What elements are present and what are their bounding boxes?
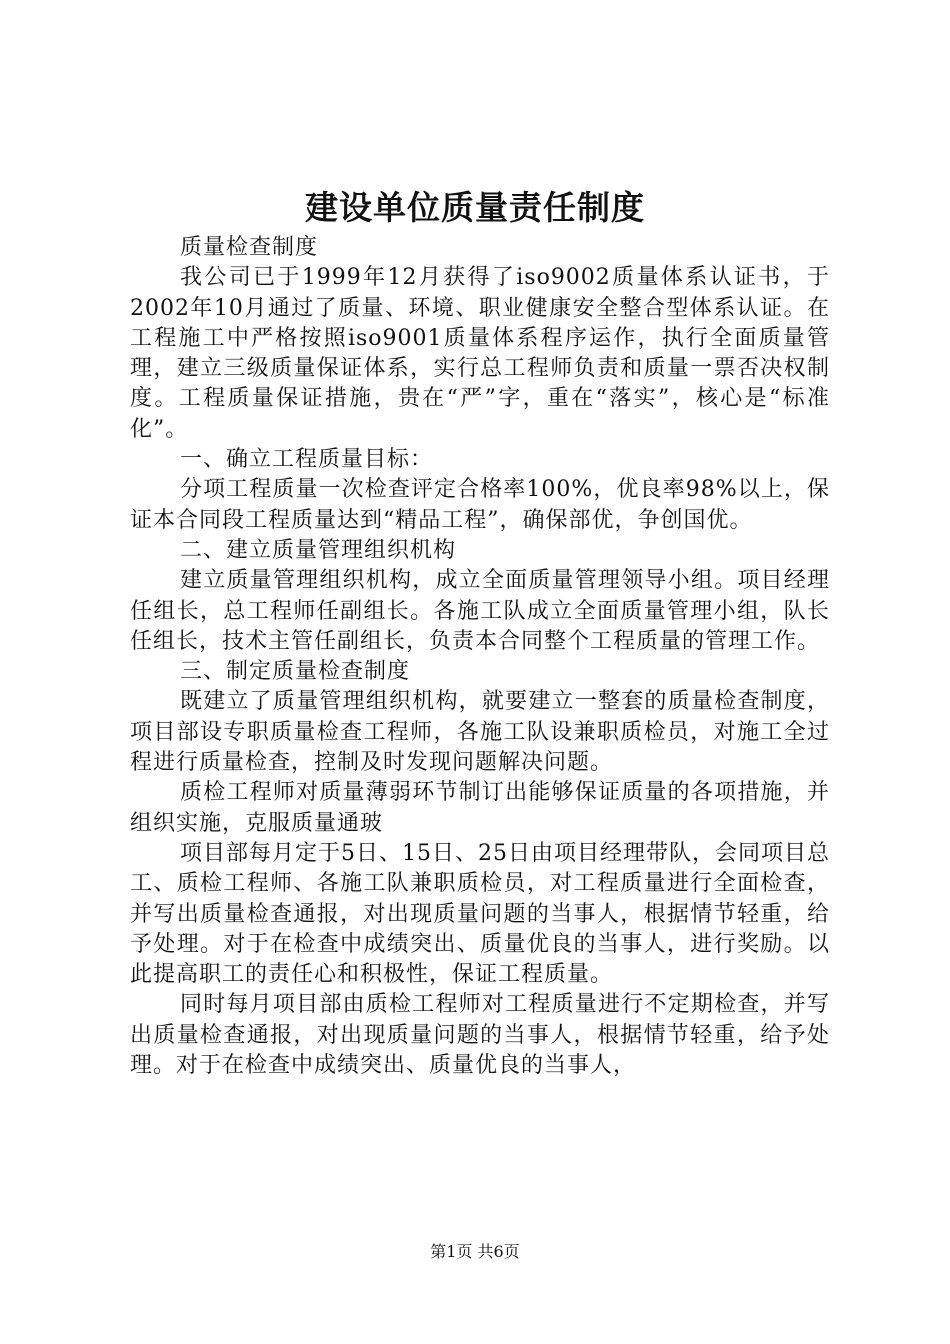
document-title: 建设单位质量责任制度 <box>305 188 645 227</box>
paragraph-heading-2: 二、建立质量管理组织机构 <box>180 537 457 563</box>
page-footer: 第1页 共6页 <box>430 1242 520 1261</box>
paragraph-organization: 建立质量管理组织机构，成立全面质量管理领导小组。项目经理任组长，总工程师任副组长。各施工队成立全面质量管理小组，队长任组长，技术主管任副组长，负责本合同整个工程质量的管理工作。 <box>130 568 830 654</box>
paragraph-irregular-inspection: 同时每月项目部由质检工程师对工程质量进行不定期检查，并写出质量检查通报，对出现质量问题的当事人，根据情节轻重，给予处理。对于在检查中成绩突出、质量优良的当事人， <box>130 992 830 1079</box>
paragraph-heading-3: 三、制定质量检查制度 <box>180 659 411 685</box>
paragraph-inspection-system: 既建立了质量管理组织机构，就要建立一整套的质量检查制度，项目部设专职质量检查工程师，各施工队设兼职质检员，对施工全过程进行质量检查，控制及时发现问题解决问题。 <box>130 689 830 776</box>
document-body <box>130 233 830 1081</box>
paragraph-quality-target: 分项工程质量一次检查评定合格率100%，优良率98%以上，保证本合同段工程质量达到“精品工程”，确保部优，争创国优。 <box>130 477 830 533</box>
paragraph-section-heading: 质量检查制度 <box>180 235 319 260</box>
paragraph-heading-1: 一、确立工程质量目标： <box>180 447 434 473</box>
paragraph-weak-links: 质检工程师对质量薄弱环节制订出能够保证质量的各项措施，并组织实施，克服质量通玻 <box>130 780 830 836</box>
paragraph-intro: 我公司已于1999年12月获得了iso9002质量体系认证书，于2002年10月通过了质量、环境、职业健康安全整合型体系认证。在工程施工中严格按照iso9001质量体系程序运作，执行全面质量管理，建立三级质量保证体系，实行总工程师负责和质量一票否决权制度。工程质量保证措施，贵在“严”字，重在“落实”，核心是“标准化”。 <box>130 265 831 442</box>
paragraph-monthly-inspection: 项目部每月定于5日、15日、25日由项目经理带队，会同项目总工、质检工程师、各施工队兼职质检员，对工程质量进行全面检查，并写出质量检查通报，对出现质量问题的当事人，根据情节轻重，给予处理。对于在检查中成绩突出、质量优良的当事人，进行奖励。以此提高职工的责任心和积极性，保证工程质量。 <box>130 840 830 988</box>
